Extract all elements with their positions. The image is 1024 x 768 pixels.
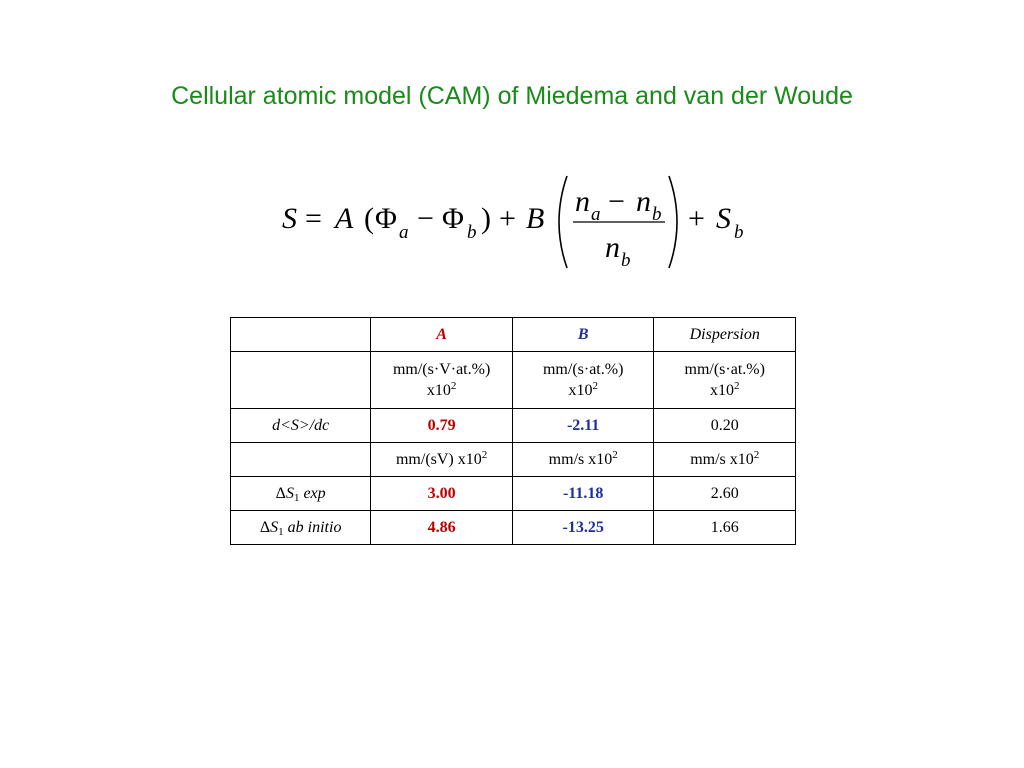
table-row <box>231 352 796 409</box>
exp-a-value: 3.00 <box>371 477 513 511</box>
eq-minus-2: − <box>608 185 625 218</box>
deriv-b-value: -2.11 <box>512 409 654 443</box>
units-b-cell: mm/(s·at.%) $x10^2$ <box>512 352 654 409</box>
header-empty-cell <box>231 318 371 352</box>
deriv-a-value: 0.79 <box>371 409 513 443</box>
table-row <box>231 477 796 511</box>
units2-dispersion-cell: mm/s $x10^2$ <box>654 443 796 477</box>
eq-s-b: S <box>716 202 731 235</box>
eq-plus-2: + <box>688 202 705 235</box>
eq-coef-b: B <box>526 202 545 235</box>
abinitio-b-value: -13.25 <box>512 511 654 545</box>
units-empty-cell <box>231 352 371 409</box>
eq-den-sub-b: b <box>621 250 631 271</box>
header-col-b: B <box>512 318 654 352</box>
eq-sub-b: b <box>467 222 477 243</box>
abinitio-a-value: 4.86 <box>371 511 513 545</box>
eq-num-n-b: n <box>636 185 651 218</box>
exp-b-value: -11.18 <box>512 477 654 511</box>
eq-equals: = <box>305 202 322 235</box>
units-dispersion-cell: mm/(s·at.%) $x10^2$ <box>654 352 796 409</box>
eq-phi-b: Φ <box>442 202 464 235</box>
slide-title: Cellular atomic model (CAM) of Miedema and van der Woude <box>171 82 853 110</box>
eq-plus-1: + <box>499 202 516 235</box>
header-col-dispersion: Dispersion <box>654 318 796 352</box>
eq-minus-1: − <box>417 202 434 235</box>
abinitio-dispersion-value: 1.66 <box>654 511 796 545</box>
eq-num-n-a: n <box>575 185 590 218</box>
units2-b-cell: mm/s $x10^2$ <box>512 443 654 477</box>
eq-open-paren: ( <box>364 202 374 235</box>
units2-a-cell: mm/(sV) $x10^2$ <box>371 443 513 477</box>
units2-empty-cell <box>231 443 371 477</box>
eq-sub-a: a <box>399 222 409 243</box>
table-row <box>231 409 796 443</box>
abinitio-label-cell: $\Delta S_1$ ab initio <box>231 511 371 545</box>
eq-lhs-s: S <box>282 202 297 235</box>
exp-label-cell: $\Delta S_1$ exp <box>231 477 371 511</box>
table-row <box>231 443 796 477</box>
parameters-table <box>230 317 796 545</box>
eq-num-sub-a: a <box>591 204 601 225</box>
units-a-cell: mm/(s·V·at.%) $x10^2$ <box>371 352 513 409</box>
header-col-a: A <box>371 318 513 352</box>
eq-coef-a: A <box>335 202 354 235</box>
eq-s-b-sub: b <box>734 222 744 243</box>
eq-phi-a: Φ <box>375 202 397 235</box>
exp-dispersion-value: 2.60 <box>654 477 796 511</box>
eq-close-paren: ) <box>481 202 491 235</box>
deriv-label-cell: d<S>/dc <box>231 409 371 443</box>
eq-num-sub-b: b <box>652 204 662 225</box>
deriv-dispersion-value: 0.20 <box>654 409 796 443</box>
table-header-row <box>231 318 796 352</box>
eq-big-parens <box>553 174 683 270</box>
table-row <box>231 511 796 545</box>
eq-den-n-b: n <box>605 231 620 264</box>
